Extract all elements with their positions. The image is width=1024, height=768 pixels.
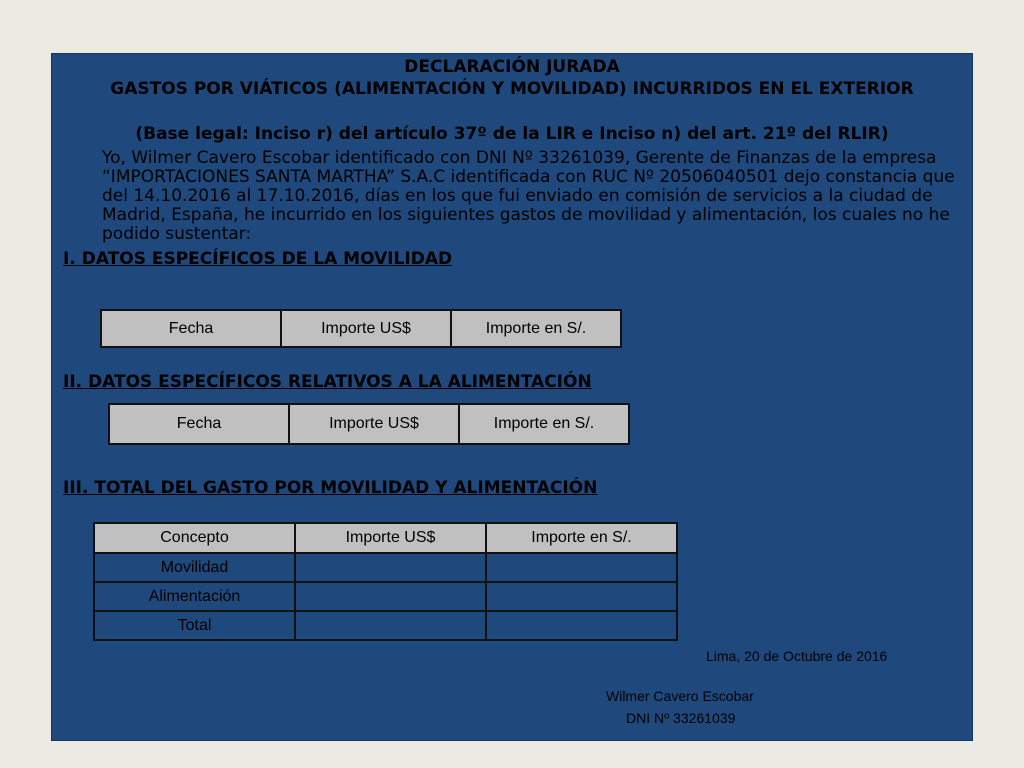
section-movilidad-heading: I. DATOS ESPECÍFICOS DE LA MOVILIDAD bbox=[63, 249, 453, 269]
table-row bbox=[94, 582, 677, 611]
place-date: Lima, 20 de Octubre de 2016 bbox=[706, 648, 888, 664]
signer-dni: DNI Nº 33261039 bbox=[626, 710, 736, 726]
statement-paragraph: Yo, Wilmer Cavero Escobar identificado con DNI Nº 33261039, Gerente de Finanzas de la empresa “IMPORTACIONES SANTA MARTHA” S.A.C identificada con RUC Nº 20506040501 dejo constancia que del 14.10.2016 al 17.10.2016, días en los que fui enviado en comisión de servicios a la ciudad de Madrid, España, he incurrido en los siguientes gastos de movilidad y alimentación, los cuales no he podido sustentar: bbox=[102, 148, 955, 244]
section-total-heading: III. TOTAL DEL GASTO POR MOVILIDAD Y ALIMENTACIÓN bbox=[63, 478, 598, 498]
column-header: Importe US$ bbox=[295, 523, 486, 553]
column-header: Importe US$ bbox=[281, 310, 451, 347]
amount-usd-cell bbox=[295, 611, 486, 640]
column-header: Concepto bbox=[94, 523, 295, 553]
amount-pen-cell bbox=[486, 553, 677, 582]
signer-name: Wilmer Cavero Escobar bbox=[606, 688, 754, 704]
document-subtitle: GASTOS POR VIÁTICOS (ALIMENTACIÓN Y MOVILIDAD) INCURRIDOS EN EL EXTERIOR bbox=[110, 79, 914, 99]
row-label: Total bbox=[94, 611, 295, 640]
column-header: Importe US$ bbox=[289, 404, 459, 444]
document-title: DECLARACIÓN JURADA bbox=[404, 57, 620, 77]
amount-pen-cell bbox=[486, 582, 677, 611]
alimentacion-table bbox=[108, 403, 630, 445]
amount-pen-cell bbox=[486, 611, 677, 640]
declaration-panel bbox=[51, 53, 973, 741]
table-row bbox=[94, 553, 677, 582]
column-header: Importe en S/. bbox=[486, 523, 677, 553]
column-header: Importe en S/. bbox=[459, 404, 629, 444]
column-header: Fecha bbox=[109, 404, 289, 444]
legal-basis: (Base legal: Inciso r) del artículo 37º de la LIR e Inciso n) del art. 21º del RLIR) bbox=[135, 124, 889, 144]
column-header: Importe en S/. bbox=[451, 310, 621, 347]
total-table bbox=[93, 522, 678, 641]
movilidad-table bbox=[100, 309, 622, 348]
row-label: Alimentación bbox=[94, 582, 295, 611]
section-alimentacion-heading: II. DATOS ESPECÍFICOS RELATIVOS A LA ALIMENTACIÓN bbox=[63, 372, 592, 392]
column-header: Fecha bbox=[101, 310, 281, 347]
amount-usd-cell bbox=[295, 553, 486, 582]
table-row bbox=[94, 611, 677, 640]
row-label: Movilidad bbox=[94, 553, 295, 582]
amount-usd-cell bbox=[295, 582, 486, 611]
